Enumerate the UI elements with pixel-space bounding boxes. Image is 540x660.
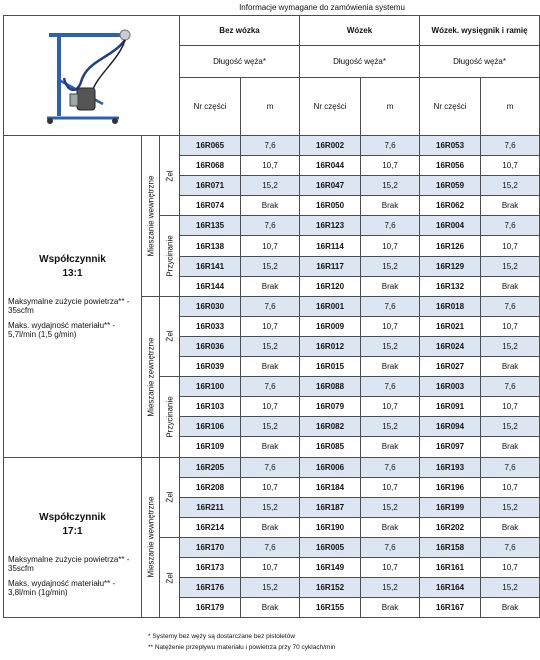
- length-cell: 10,7: [241, 557, 300, 577]
- type-label-text: Żel: [165, 572, 175, 584]
- mixing-label-text: Mieszanie wewnętrzne: [146, 175, 155, 257]
- length-cell: Brak: [241, 517, 300, 537]
- part-number-cell: 16R103: [180, 397, 241, 417]
- length-cell: Brak: [361, 598, 420, 618]
- part-number-cell: 16R109: [180, 437, 241, 457]
- table-row: [4, 457, 540, 477]
- length-cell: 7,6: [241, 296, 300, 316]
- length-cell: Brak: [481, 517, 540, 537]
- length-cell: 15,2: [361, 417, 420, 437]
- part-number-cell: 16R065: [180, 136, 241, 156]
- part-number-cell: 16R085: [300, 437, 361, 457]
- ratio-cell: [4, 136, 142, 458]
- part-number-cell: 16R062: [420, 196, 481, 216]
- part-number-cell: 16R205: [180, 457, 241, 477]
- type-label: [160, 537, 180, 617]
- ratio-cell: [4, 457, 142, 618]
- length-cell: 7,6: [241, 136, 300, 156]
- type-label: [160, 457, 180, 537]
- length-cell: 7,6: [241, 537, 300, 557]
- length-cell: 15,2: [481, 578, 540, 598]
- length-cell: 7,6: [481, 537, 540, 557]
- length-cell: 7,6: [481, 136, 540, 156]
- length-cell: 15,2: [361, 578, 420, 598]
- order-table: [3, 15, 540, 618]
- length-cell: 10,7: [481, 236, 540, 256]
- length-cell: 15,2: [241, 578, 300, 598]
- length-cell: 10,7: [361, 236, 420, 256]
- length-header: m: [361, 78, 420, 136]
- length-cell: Brak: [361, 437, 420, 457]
- length-cell: 15,2: [481, 497, 540, 517]
- length-cell: 10,7: [361, 316, 420, 336]
- part-number-cell: 16R196: [420, 477, 481, 497]
- length-cell: 7,6: [481, 296, 540, 316]
- length-cell: 10,7: [481, 397, 540, 417]
- part-number-cell: 16R005: [300, 537, 361, 557]
- part-number-cell: 16R030: [180, 296, 241, 316]
- part-number-cell: 16R123: [300, 216, 361, 236]
- length-cell: Brak: [481, 357, 540, 377]
- part-number-cell: 16R138: [180, 236, 241, 256]
- part-number-cell: 16R091: [420, 397, 481, 417]
- length-cell: 10,7: [481, 156, 540, 176]
- length-cell: Brak: [241, 437, 300, 457]
- mixing-label: [142, 296, 160, 457]
- material-flow-note: Maks. wydajność materiału** - 3,8l/min (1g/min): [8, 579, 116, 598]
- length-cell: 7,6: [241, 377, 300, 397]
- part-number-cell: 16R167: [420, 598, 481, 618]
- footnote-2: ** Natężenie przepływu materiału i powietrza przy 70 cyklach/min: [148, 644, 336, 651]
- part-number-cell: 16R015: [300, 357, 361, 377]
- product-image: [4, 16, 180, 136]
- part-number-cell: 16R149: [300, 557, 361, 577]
- length-cell: Brak: [241, 598, 300, 618]
- length-cell: 15,2: [241, 497, 300, 517]
- length-cell: 10,7: [481, 477, 540, 497]
- length-header: m: [481, 78, 540, 136]
- hose-length-header: Długość węża*: [300, 46, 420, 78]
- part-number-cell: 16R141: [180, 256, 241, 276]
- length-cell: Brak: [481, 437, 540, 457]
- length-header: m: [241, 78, 300, 136]
- mixing-label: [142, 457, 160, 618]
- part-number-cell: 16R021: [420, 316, 481, 336]
- part-number-cell: 16R033: [180, 316, 241, 336]
- length-cell: 10,7: [361, 557, 420, 577]
- material-flow-note: Maks. wydajność materiału** - 5,7l/min (1,5 g/min): [8, 321, 116, 340]
- part-number-cell: 16R208: [180, 477, 241, 497]
- part-number-cell: 16R097: [420, 437, 481, 457]
- type-label-text: Żel: [165, 330, 175, 342]
- length-cell: Brak: [481, 196, 540, 216]
- length-cell: Brak: [361, 517, 420, 537]
- length-cell: Brak: [241, 357, 300, 377]
- type-label-text: Przycinanie: [165, 235, 175, 277]
- length-cell: Brak: [361, 357, 420, 377]
- part-number-cell: 16R039: [180, 357, 241, 377]
- hose-length-header: Długość węża*: [180, 46, 300, 78]
- type-label-text: Żel: [165, 170, 175, 182]
- air-consumption-note: Maksymalne zużycie powietrza** - 35scfm: [8, 555, 130, 574]
- part-number-cell: 16R176: [180, 578, 241, 598]
- length-cell: 15,2: [361, 256, 420, 276]
- part-number-cell: 16R144: [180, 276, 241, 296]
- ratio-label: Współczynnik: [39, 254, 106, 266]
- ratio-label: Współczynnik: [39, 512, 106, 524]
- mixing-label-text: Mieszanie zewnętrzne: [146, 337, 155, 417]
- part-number-cell: 16R199: [420, 497, 481, 517]
- part-number-cell: 16R126: [420, 236, 481, 256]
- part-number-cell: 16R044: [300, 156, 361, 176]
- length-cell: 7,6: [361, 216, 420, 236]
- part-number-cell: 16R129: [420, 256, 481, 276]
- type-label-text: Żel: [165, 491, 175, 503]
- length-cell: 15,2: [481, 176, 540, 196]
- part-number-cell: 16R184: [300, 477, 361, 497]
- part-number-cell: 16R193: [420, 457, 481, 477]
- part-number-cell: 16R202: [420, 517, 481, 537]
- length-cell: 10,7: [241, 397, 300, 417]
- part-number-cell: 16R002: [300, 136, 361, 156]
- length-cell: 7,6: [481, 457, 540, 477]
- part-number-cell: 16R190: [300, 517, 361, 537]
- length-cell: Brak: [361, 196, 420, 216]
- part-number-cell: 16R036: [180, 336, 241, 356]
- part-number-cell: 16R100: [180, 377, 241, 397]
- part-number-cell: 16R018: [420, 296, 481, 316]
- air-consumption-note: Maksymalne zużycie powietrza** - 35scfm: [8, 297, 130, 316]
- part-number-cell: 16R155: [300, 598, 361, 618]
- part-number-cell: 16R068: [180, 156, 241, 176]
- length-cell: 7,6: [241, 457, 300, 477]
- length-cell: 15,2: [481, 417, 540, 437]
- length-cell: 15,2: [241, 417, 300, 437]
- length-cell: 10,7: [481, 557, 540, 577]
- length-cell: 10,7: [241, 236, 300, 256]
- part-number-cell: 16R152: [300, 578, 361, 598]
- part-number-header: Nr części: [420, 78, 481, 136]
- part-number-cell: 16R082: [300, 417, 361, 437]
- type-label-text: Przycinanie: [165, 396, 175, 438]
- part-number-cell: 16R094: [420, 417, 481, 437]
- part-number-header: Nr części: [180, 78, 241, 136]
- part-number-cell: 16R158: [420, 537, 481, 557]
- type-label: [160, 377, 180, 457]
- length-cell: Brak: [241, 196, 300, 216]
- length-cell: 10,7: [361, 156, 420, 176]
- table-row: [4, 136, 540, 156]
- length-cell: 7,6: [241, 216, 300, 236]
- part-number-cell: 16R001: [300, 296, 361, 316]
- part-number-header: Nr części: [300, 78, 361, 136]
- part-number-cell: 16R179: [180, 598, 241, 618]
- part-number-cell: 16R079: [300, 397, 361, 417]
- length-cell: 15,2: [241, 176, 300, 196]
- length-cell: 7,6: [361, 296, 420, 316]
- part-number-cell: 16R009: [300, 316, 361, 336]
- part-number-cell: 16R071: [180, 176, 241, 196]
- type-label: [160, 136, 180, 216]
- part-number-cell: 16R173: [180, 557, 241, 577]
- part-number-cell: 16R024: [420, 336, 481, 356]
- sprayer-cart-image: [27, 20, 157, 130]
- length-cell: Brak: [241, 276, 300, 296]
- part-number-cell: 16R161: [420, 557, 481, 577]
- part-number-cell: 16R088: [300, 377, 361, 397]
- part-number-cell: 16R117: [300, 256, 361, 276]
- part-number-cell: 16R170: [180, 537, 241, 557]
- length-cell: 10,7: [241, 316, 300, 336]
- ratio-value: 13:1: [62, 268, 83, 280]
- ratio-value: 17:1: [62, 526, 83, 538]
- type-label: [160, 216, 180, 296]
- part-number-cell: 16R074: [180, 196, 241, 216]
- length-cell: 7,6: [361, 136, 420, 156]
- length-cell: 7,6: [361, 377, 420, 397]
- length-cell: 15,2: [241, 256, 300, 276]
- mixing-label: [142, 136, 160, 297]
- length-cell: 15,2: [481, 336, 540, 356]
- header-wozek: Wózek: [300, 16, 420, 46]
- part-number-cell: 16R027: [420, 357, 481, 377]
- length-cell: 10,7: [241, 156, 300, 176]
- length-cell: 15,2: [361, 497, 420, 517]
- type-label: [160, 296, 180, 376]
- length-cell: Brak: [481, 276, 540, 296]
- length-cell: Brak: [361, 276, 420, 296]
- part-number-cell: 16R012: [300, 336, 361, 356]
- length-cell: 15,2: [361, 336, 420, 356]
- part-number-cell: 16R053: [420, 136, 481, 156]
- part-number-cell: 16R211: [180, 497, 241, 517]
- part-number-cell: 16R114: [300, 236, 361, 256]
- part-number-cell: 16R164: [420, 578, 481, 598]
- header-wozek-wysiegnik: Wózek. wysięgnik i ramię: [420, 16, 540, 46]
- length-cell: 10,7: [361, 477, 420, 497]
- part-number-cell: 16R047: [300, 176, 361, 196]
- part-number-cell: 16R106: [180, 417, 241, 437]
- part-number-cell: 16R120: [300, 276, 361, 296]
- part-number-cell: 16R056: [420, 156, 481, 176]
- length-cell: 10,7: [481, 316, 540, 336]
- length-cell: 7,6: [481, 216, 540, 236]
- part-number-cell: 16R187: [300, 497, 361, 517]
- length-cell: 15,2: [241, 336, 300, 356]
- page-title: Informacje wymagane do zamówienia systemu: [239, 3, 405, 12]
- part-number-cell: 16R004: [420, 216, 481, 236]
- length-cell: 15,2: [481, 256, 540, 276]
- length-cell: 7,6: [361, 457, 420, 477]
- footnote-1: * Systemy bez węży są dostarczane bez pistoletów: [148, 633, 296, 640]
- length-cell: 10,7: [361, 397, 420, 417]
- length-cell: 7,6: [361, 537, 420, 557]
- part-number-cell: 16R006: [300, 457, 361, 477]
- part-number-cell: 16R135: [180, 216, 241, 236]
- hose-length-header: Długość węża*: [420, 46, 540, 78]
- part-number-cell: 16R003: [420, 377, 481, 397]
- length-cell: 15,2: [361, 176, 420, 196]
- part-number-cell: 16R214: [180, 517, 241, 537]
- part-number-cell: 16R050: [300, 196, 361, 216]
- part-number-cell: 16R059: [420, 176, 481, 196]
- length-cell: 7,6: [481, 377, 540, 397]
- mixing-label-text: Mieszanie wewnętrzne: [146, 496, 155, 578]
- length-cell: 10,7: [241, 477, 300, 497]
- header-bez-wozka: Bez wózka: [180, 16, 300, 46]
- length-cell: Brak: [481, 598, 540, 618]
- part-number-cell: 16R132: [420, 276, 481, 296]
